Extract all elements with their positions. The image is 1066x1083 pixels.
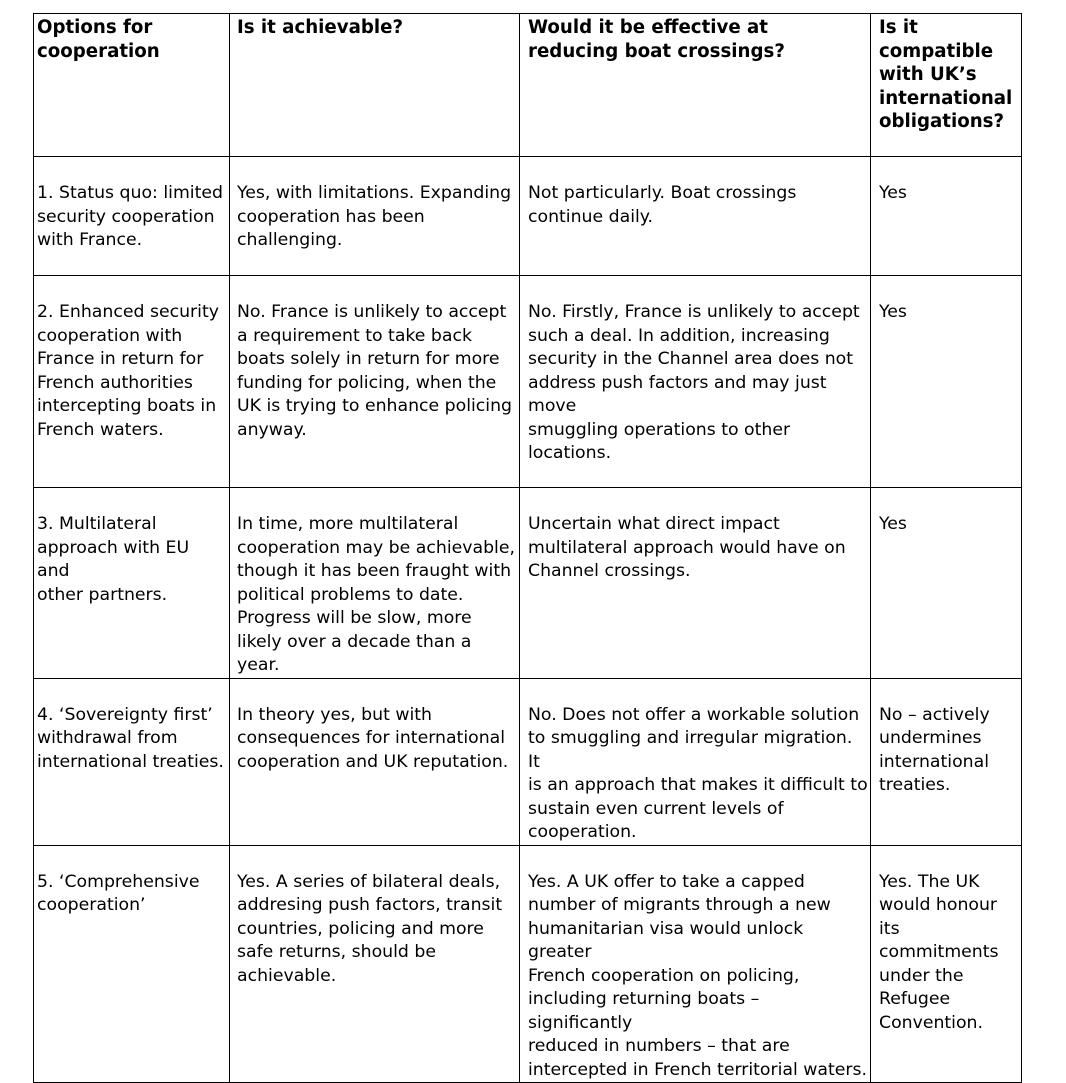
cell-text: Yes, with limitations. Expanding cooperation has been challenging. <box>237 183 512 250</box>
cell-text: Not particularly. Boat crossings continue daily. <box>528 183 797 227</box>
header-cell-compatible <box>871 14 1022 157</box>
cell-text: In time, more multilateral cooperation may be achievable, though it has been fraught with political problems to date. Progress will be slow, more likely over a decade than a year. <box>237 514 515 675</box>
table-row <box>34 678 1022 845</box>
header-text: Is it compatible with UK’s international obligations? <box>879 17 1013 132</box>
option-cell <box>34 276 230 488</box>
cell-text: Uncertain what direct impact multilateral approach would have on Channel crossings. <box>528 514 846 581</box>
cell-text: Yes. The UK would honour its commitments under the Refugee Convention. <box>879 871 999 1033</box>
option-cell <box>34 845 230 1083</box>
cell-text: 3. Multilateral approach with EU and other partners. <box>37 514 190 605</box>
compatible-cell <box>871 488 1022 679</box>
compatible-cell <box>871 678 1022 845</box>
achievable-cell <box>230 157 520 276</box>
achievable-cell <box>230 488 520 679</box>
option-cell <box>34 678 230 845</box>
cell-text: Yes <box>879 302 907 322</box>
table-row <box>34 157 1022 276</box>
header-text: Would it be effective at reducing boat crossings? <box>528 17 785 62</box>
compatible-cell <box>871 157 1022 276</box>
cell-text: 5. ‘Comprehensive cooperation’ <box>37 871 200 915</box>
cell-text: No. Firstly, France is unlikely to accept such a deal. In addition, increasing security in the Channel area does not address push factors and may just move smuggling operations to other locations. <box>528 302 860 463</box>
header-text: Options for cooperation <box>37 17 160 62</box>
compatible-cell <box>871 845 1022 1083</box>
effective-cell <box>520 678 871 845</box>
achievable-cell <box>230 678 520 845</box>
cell-text: Yes. A series of bilateral deals, addresing push factors, transit countries, policing and more safe returns, should be achievable. <box>237 871 503 986</box>
header-cell-achievable <box>230 14 520 157</box>
option-cell <box>34 488 230 679</box>
compatible-cell <box>871 276 1022 488</box>
effective-cell <box>520 276 871 488</box>
cell-text: No – actively undermines international treaties. <box>879 704 990 795</box>
achievable-cell <box>230 276 520 488</box>
effective-cell <box>520 845 871 1083</box>
achievable-cell <box>230 845 520 1083</box>
cell-text: No. Does not offer a workable solution to smuggling and irregular migration. It is an approach that makes it difficult to sustain even current levels of cooperation. <box>528 704 868 842</box>
cell-text: 4. ‘Sovereignty first’ withdrawal from international treaties. <box>37 704 224 772</box>
cell-text: Yes <box>879 514 907 534</box>
cell-text: 2. Enhanced security cooperation with France in return for French authorities intercepting boats in French waters. <box>37 302 219 440</box>
cell-text: Yes <box>879 183 907 203</box>
table-header-row <box>34 14 1022 157</box>
cell-text: In theory yes, but with consequences for international cooperation and UK reputation. <box>237 704 509 772</box>
cell-text: No. France is unlikely to accept a requirement to take back boats solely in return for more funding for policing, when the UK is trying to enhance policing anyway. <box>237 302 513 440</box>
header-cell-options <box>34 14 230 157</box>
option-cell <box>34 157 230 276</box>
options-comparison-table <box>33 13 1022 1083</box>
cell-text: Yes. A UK offer to take a capped number of migrants through a new humanitarian visa would unlock greater French cooperation on policing, including returning boats – significantly reduced in numbers – that are intercepted in French territorial waters. <box>528 871 868 1080</box>
table-row <box>34 276 1022 488</box>
table-row <box>34 488 1022 679</box>
effective-cell <box>520 157 871 276</box>
cell-text: 1. Status quo: limited security cooperation with France. <box>37 183 223 250</box>
header-text: Is it achievable? <box>237 17 404 38</box>
effective-cell <box>520 488 871 679</box>
header-cell-effective <box>520 14 871 157</box>
table-row <box>34 845 1022 1083</box>
